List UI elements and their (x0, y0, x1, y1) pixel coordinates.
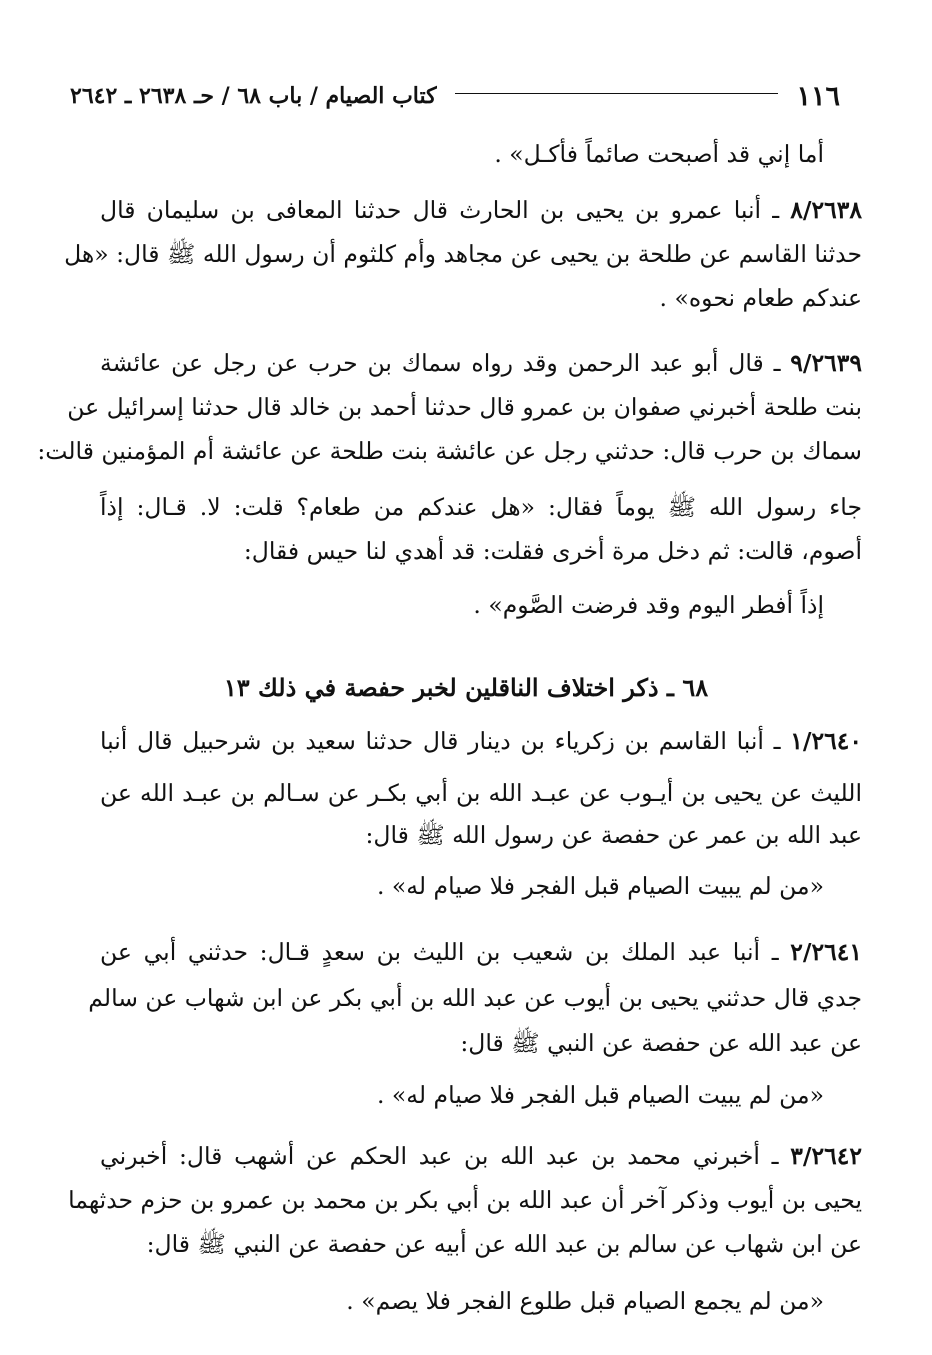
running-title: كتاب الصيام / باب ٦٨ / حـ ٢٦٣٨ ـ ٢٦٤٢ (70, 83, 437, 109)
text-line: «من لم يجمع الصيام قبل طلوع الفجر فلا يصم» . (346, 1287, 824, 1315)
hadith-2641-line: ٢/٢٦٤١ ـ أنبا عبد الملك بن شعيب بن الليث بن سعدٍ قـال: حدثني أبي عن (100, 938, 862, 966)
hadith-2639-line: ٩/٢٦٣٩ ـ قال أبو عبد الرحمن وقد رواه سماك بن حرب عن رجل عن عائشة (100, 349, 862, 377)
text-line: يحيى بن أيوب وذكر آخر أن عبد الله بن أبي بكر بن محمد بن عمرو بن حزم حدثهما (68, 1186, 862, 1214)
text-line: جاء رسول الله ﷺ يوماً فقال: «هل عندكم من طعام؟ قلت: لا. قـال: إذاً (100, 493, 862, 521)
text-line: عن عبد الله عن حفصة عن النبي ﷺ قال: (460, 1029, 862, 1057)
hadith-number: ٣/٢٦٤٢ (790, 1142, 862, 1170)
text-line: سماك بن حرب قال: حدثني رجل عن عائشة بنت طلحة عن عائشة أم المؤمنين قالت: (37, 437, 862, 465)
hadith-number: ٢/٢٦٤١ (790, 938, 862, 966)
text-line: «من لم يبيت الصيام قبل الفجر فلا صيام له» . (376, 1081, 824, 1109)
hadith-number: ١/٢٦٤٠ (790, 727, 862, 755)
text-line: الليث عن يحيى بن أيـوب عن عبـد الله بن أبي بكـر عن سـالم بن عبـد الله عن (100, 779, 862, 807)
hadith-number: ٨/٢٦٣٨ (790, 196, 862, 224)
hadith-2638-line: ٨/٢٦٣٨ ـ أنبا عمرو بن يحيى بن الحارث قال حدثنا المعافى بن سليمان قال (100, 196, 862, 224)
header-rule (455, 93, 779, 94)
hadith-2642-line: ٣/٢٦٤٢ ـ أخبرني محمد بن عبد الله بن عبد الحكم عن أشهب قال: أخبرني (100, 1142, 862, 1170)
text-line: إذاً أفطر اليوم وقد فرضت الصَّوم» . (473, 591, 824, 619)
chapter-heading: ٦٨ ـ ذكر اختلاف الناقلين لخبر حفصة في ذلك ١٣ (223, 673, 709, 702)
hadith-number: ٩/٢٦٣٩ (790, 349, 862, 377)
text-line: عندكم طعام نحوه» . (659, 284, 862, 312)
text-line: جدي قال حدثني يحيى بن أيوب عن عبد الله بن أبي بكر عن ابن شهاب عن سالم (88, 984, 862, 1012)
text-line: أما إني قد أصبحت صائماً فأكـل» . (494, 140, 824, 168)
page-header (70, 78, 840, 114)
page-number: ١١٦ (796, 80, 840, 112)
text-line: بنت طلحة أخبرني صفوان بن عمرو قال حدثنا أحمد بن خالد قال حدثنا إسرائيل عن (67, 393, 862, 421)
hadith-2640-line: ١/٢٦٤٠ ـ أنبا القاسم بن زكرياء بن دينار قال حدثنا سعيد بن شرحبيل قال أنبا (100, 727, 862, 755)
text-line: أصوم، قالت: ثم دخل مرة أخرى فقلت: قد أهدي لنا حيس فقال: (243, 537, 862, 565)
text-line: عن ابن شهاب عن سالم بن عبد الله عن أبيه عن حفصة عن النبي ﷺ قال: (146, 1230, 862, 1258)
text-line: عبد الله بن عمر عن حفصة عن رسول الله ﷺ قال: (365, 821, 862, 849)
text-line: حدثنا القاسم عن طلحة بن يحيى عن مجاهد وأم كلثوم أن رسول الله ﷺ قال: «هل (64, 240, 862, 268)
text-line: «من لم يبيت الصيام قبل الفجر فلا صيام له» . (376, 872, 824, 900)
